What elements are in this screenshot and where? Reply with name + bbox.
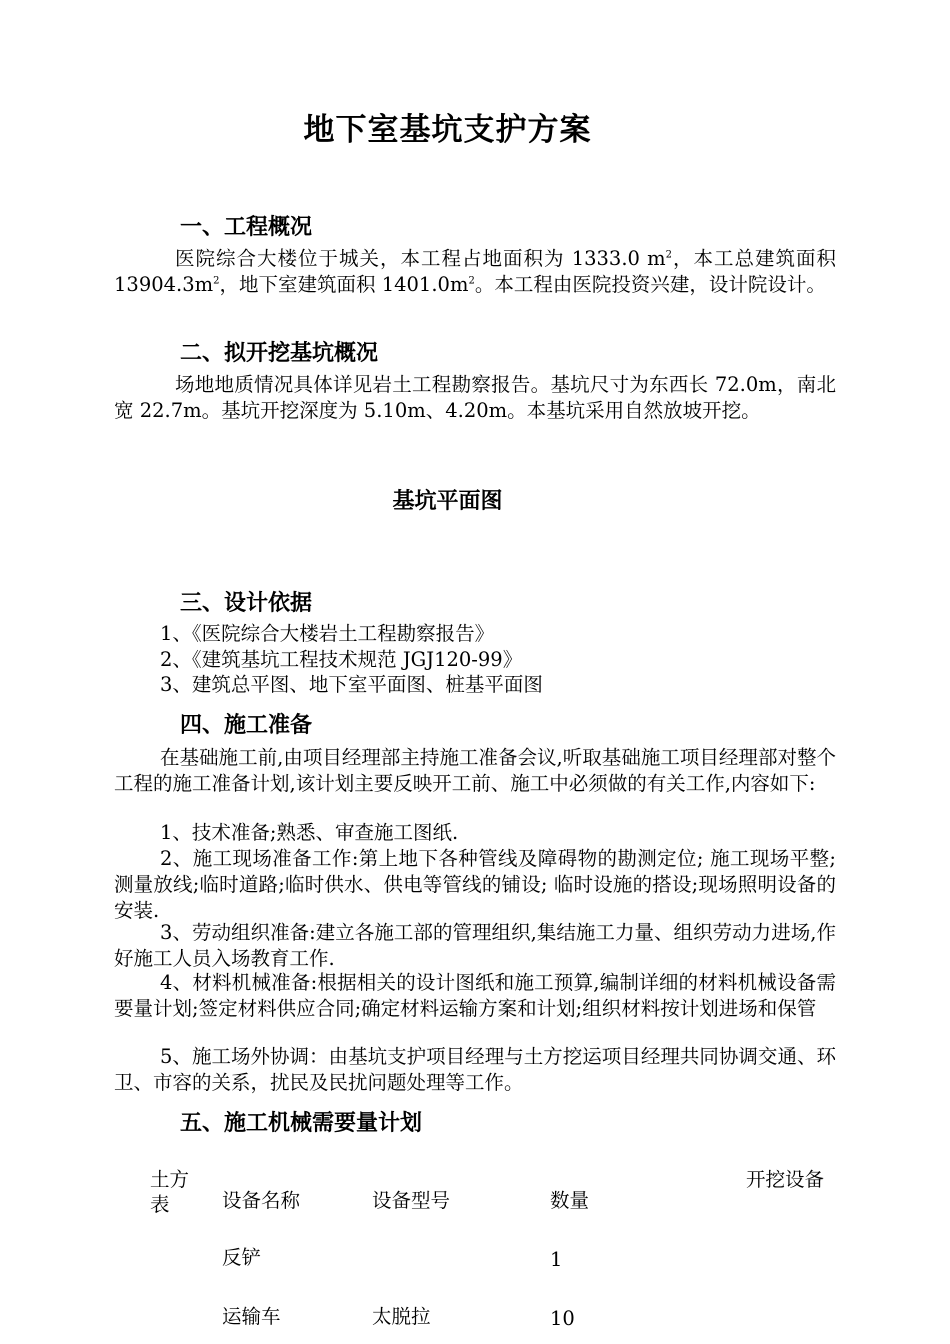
design-basis-item: 2、《建筑基坑工程技术规范 JGJ120-99》: [160, 648, 523, 671]
table-caption-right: 开挖设备: [746, 1168, 825, 1191]
design-basis-item: 3、建筑总平图、地下室平面图、桩基平面图: [160, 673, 543, 696]
table-header-equipment-name: 设备名称: [222, 1189, 301, 1212]
table-header-quantity: 数量: [550, 1189, 590, 1212]
section-heading-preparation: 四、施工准备: [180, 713, 313, 738]
table-cell-name: 反铲: [222, 1246, 262, 1269]
section-heading-overview: 一、工程概况: [180, 215, 313, 240]
preparation-item: 5、施工场外协调：由基坑支护项目经理与土方挖运项目经理共同协调交通、环卫、市容的关系，扰民及民扰问题处理等工作。: [114, 1045, 836, 1094]
overview-paragraph: 医院综合大楼位于城关，本工程占地面积为 1333.0 $m^2$，本工总建筑面积 $13904.3m^2$，地下室建筑面积 $1401.0m^2$。本工程由医院投资兴建，设计院设计。: [114, 247, 836, 296]
document-title: 地下室基坑支护方案: [303, 112, 592, 148]
pit-plan-heading: 基坑平面图: [392, 489, 503, 514]
table-header-equipment-model: 设备型号: [372, 1189, 451, 1212]
table-cell-name: 运输车: [222, 1305, 281, 1328]
table-cell-quantity: 1: [550, 1248, 563, 1271]
table-cell-quantity: 10: [550, 1307, 575, 1330]
table-caption-left: 土方表: [150, 1168, 190, 1216]
section-heading-design-basis: 三、设计依据: [180, 591, 313, 616]
preparation-item: 1、技术准备;熟悉、审查施工图纸.: [160, 821, 459, 844]
preparation-intro: 在基础施工前,由项目经理部主持施工准备会议,听取基础施工项目经理部对整个工程的施工准备计划,该计划主要反映开工前、施工中必须做的有关工作,内容如下:: [114, 746, 836, 795]
preparation-item: 4、材料机械准备:根据相关的设计图纸和施工预算,编制详细的材料机械设备需要量计划;签定材料供应合同;确定材料运输方案和计划;组织材料按计划进场和保管: [114, 971, 836, 1020]
section-heading-machinery-plan: 五、施工机械需要量计划: [180, 1111, 423, 1136]
section-heading-pit-overview: 二、拟开挖基坑概况: [180, 341, 379, 366]
preparation-item: 3、劳动组织准备:建立各施工部的管理组织,集结施工力量、组织劳动力进场,作好施工人员入场教育工作.: [114, 921, 836, 970]
design-basis-item: 1、《医院综合大楼岩土工程勘察报告》: [160, 622, 495, 645]
preparation-item: 2、施工现场准备工作:第上地下各种管线及障碍物的勘测定位; 施工现场平整;测量放线;临时道路;临时供水、供电等管线的铺设; 临时设施的搭设;现场照明设备的安装.: [114, 847, 836, 922]
pit-overview-paragraph: 场地地质情况具体详见岩土工程勘察报告。基坑尺寸为东西长 72.0m，南北宽 22.7m。基坑开挖深度为 5.10m、4.20m。本基坑采用自然放坡开挖。: [114, 373, 836, 422]
table-cell-model: 太脱拉: [372, 1305, 431, 1328]
